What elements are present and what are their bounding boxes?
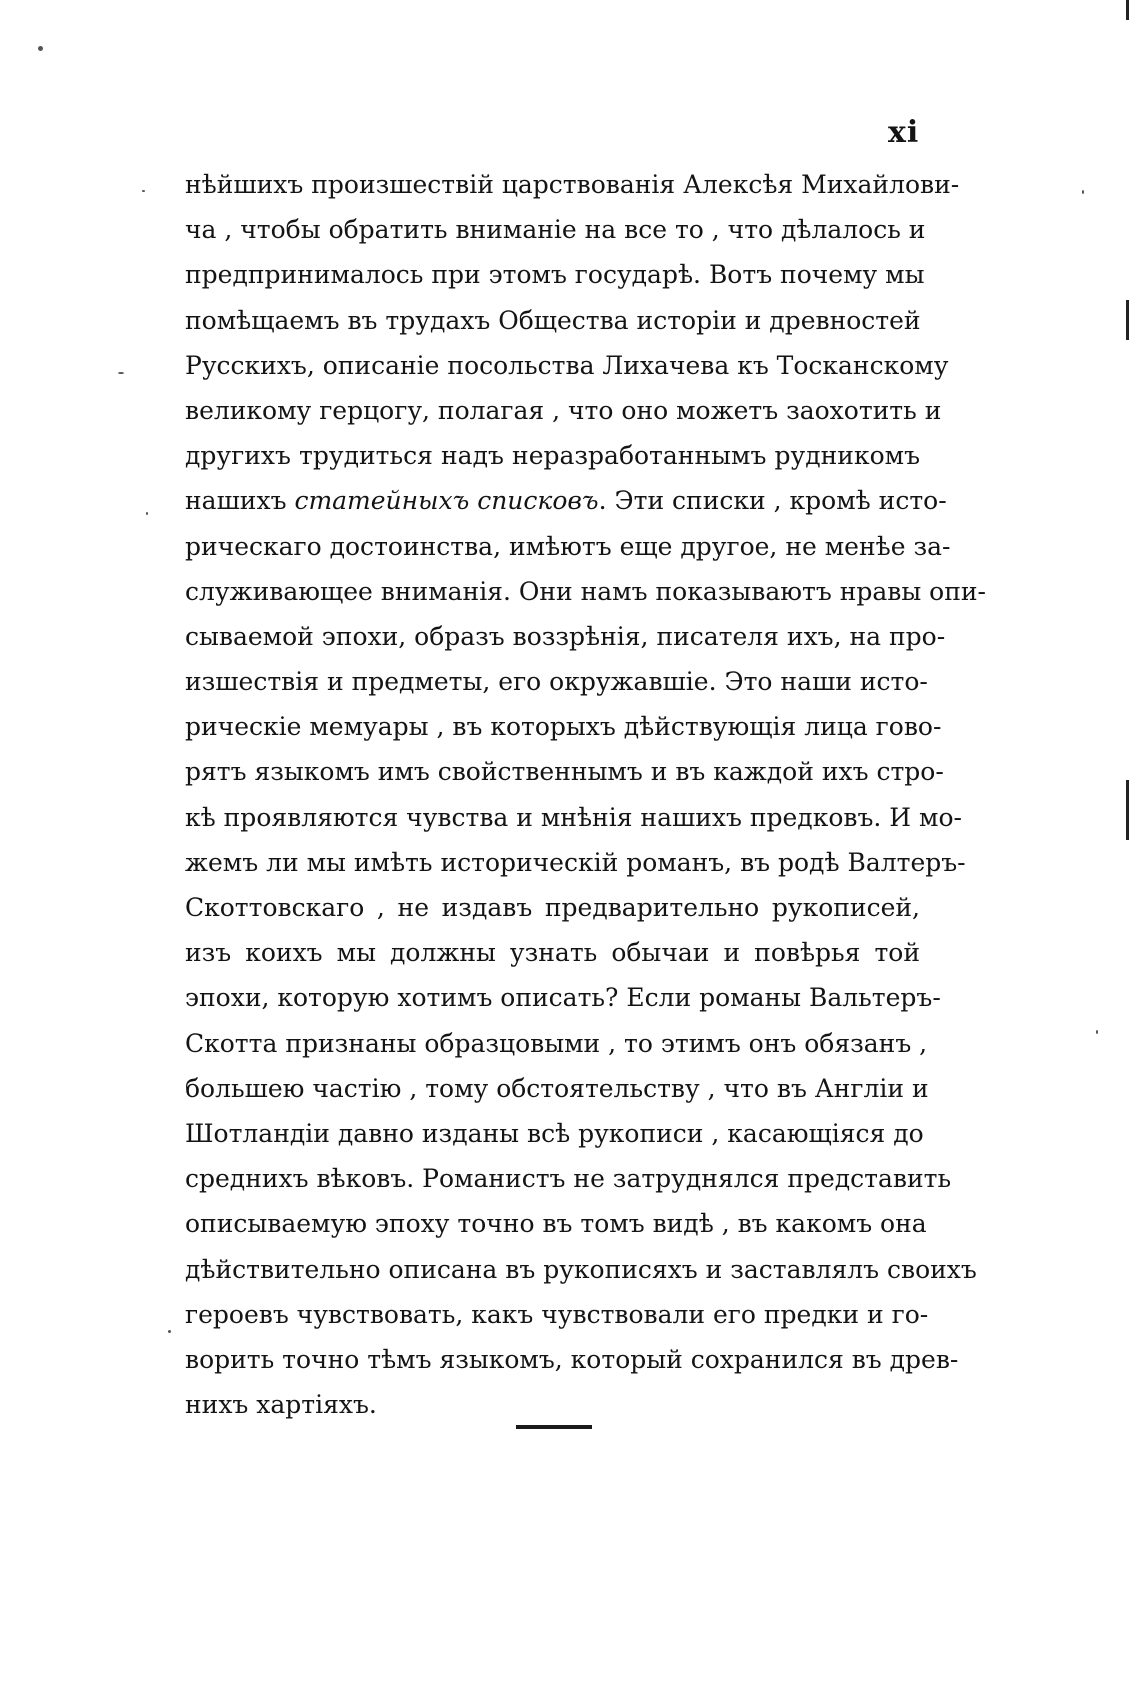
text-line: рическаго достоинства, имѣютъ еще другое, не менѣе за-	[185, 531, 951, 561]
text-line: изъ коихъ мы должны узнать обычаи и повѣрья той	[185, 938, 920, 968]
text-line: сываемой эпохи, образъ воззрѣнія, писателя ихъ, на про-	[185, 621, 946, 651]
text-line: эпохи, которую хотимъ описать? Если романы Вальтеръ-	[185, 983, 941, 1013]
print-speck	[168, 1330, 171, 1333]
print-speck	[1082, 190, 1084, 194]
text-line: кѣ проявляются чувства и мнѣнія нашихъ предковъ. И мо-	[185, 802, 962, 832]
text-segment: нашихъ	[185, 486, 287, 516]
print-speck	[38, 46, 43, 51]
text-line: среднихъ вѣковъ. Романистъ не затруднялся представить	[185, 1164, 952, 1194]
page-number: xi	[888, 115, 920, 150]
text-line: ворить точно тѣмъ языкомъ, который сохранился въ древ-	[185, 1344, 959, 1374]
text-segment: . Эти списки , кромѣ исто-	[598, 486, 947, 516]
text-line: великому герцогу, полагая , что оно можетъ заохотить и	[185, 395, 942, 425]
text-line: Скоттовскаго , не издавъ предварительно рукописей,	[185, 893, 920, 922]
text-line: ча , чтобы обратить вниманіе на все то , что дѣлалось и	[185, 215, 926, 245]
text-line: другихъ трудиться надъ неразработаннымъ рудникомъ	[185, 441, 920, 471]
text-line: большею частію , тому обстоятельству , что въ Англіи и	[185, 1073, 929, 1103]
section-end-rule	[516, 1425, 592, 1429]
print-speck	[118, 372, 124, 374]
text-line: героевъ чувствовать, какъ чувствовали его предки и го-	[185, 1299, 929, 1329]
italic-phrase: статейныхъ списковъ	[294, 486, 599, 516]
text-line-last: нихъ хартіяхъ.	[185, 1390, 377, 1420]
print-speck	[1096, 1030, 1098, 1034]
text-line: изшествія и предметы, его окружавшіе. Это наши исто-	[185, 667, 928, 697]
text-line: дѣйствительно описана въ рукописяхъ и заставлялъ своихъ	[185, 1254, 977, 1284]
text-line: Скотта признаны образцовыми , то этимъ онъ обязанъ ,	[185, 1028, 928, 1058]
text-line: нѣйшихъ произшествій царствованія Алексѣя Михайлови-	[185, 170, 960, 199]
print-speck	[142, 190, 145, 192]
text-line: Русскихъ, описаніе посольства Лихачева къ Тосканскому	[185, 350, 949, 380]
print-speck	[146, 512, 148, 515]
text-line-with-italic	[185, 478, 947, 523]
body-text	[185, 162, 987, 1427]
text-line: помѣщаемъ въ трудахъ Общества исторіи и древностей	[185, 305, 921, 335]
text-line: рическіе мемуары , въ которыхъ дѣйствующія лица гово-	[185, 712, 942, 742]
text-line: предпринималось при этомъ государѣ. Вотъ почему мы	[185, 260, 925, 290]
text-line: Шотландіи давно изданы всѣ рукописи , касающіяся до	[185, 1118, 924, 1148]
text-line: описываемую эпоху точно въ томъ видѣ , въ какомъ она	[185, 1209, 927, 1239]
text-line: рятъ языкомъ имъ свойственнымъ и въ каждой ихъ стро-	[185, 757, 944, 787]
binding-shadow	[1126, 300, 1129, 340]
binding-shadow	[1126, 0, 1129, 20]
text-line: служивающее вниманія. Они намъ показываютъ нравы опи-	[185, 576, 987, 606]
text-line: жемъ ли мы имѣть историческій романъ, въ родѣ Валтеръ-	[185, 847, 966, 877]
binding-shadow	[1126, 780, 1129, 840]
